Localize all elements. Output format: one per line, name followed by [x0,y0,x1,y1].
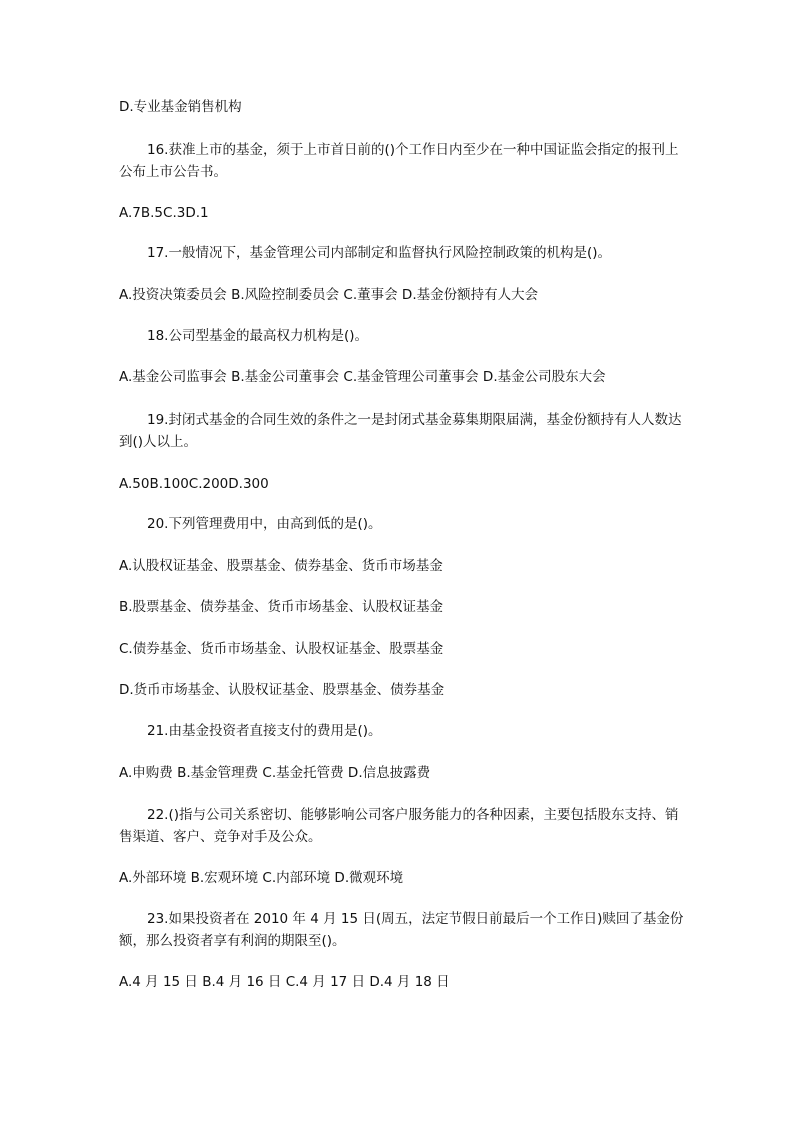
option-line: A.投资决策委员会 B.风险控制委员会 C.董事会 D.基金份额持有人大会 [119,287,539,303]
question-23: 23.如果投资者在 2010 年 4 月 15 日(周五，法定节假日前最后一个工作日)赎回了基金份额，那么投资者享有利润的期限至()。 [119,911,684,949]
option-line: B.股票基金、债券基金、货币市场基金、认股权证基金 [119,599,444,615]
option-line: D.货币市场基金、认股权证基金、股票基金、债券基金 [119,682,445,698]
question-17: 17.一般情况下，基金管理公司内部制定和监督执行风险控制政策的机构是()。 [147,245,612,261]
option-line: A.认股权证基金、股票基金、债券基金、货币市场基金 [119,558,443,574]
question-21: 21.由基金投资者直接支付的费用是()。 [147,723,382,739]
option-line: A.7B.5C.3D.1 [119,205,209,221]
question-22: 22.()指与公司关系密切、能够影响公司客户服务能力的各种因素，主要包括股东支持、销售渠道、客户、竞争对手及公众。 [119,807,679,845]
option-line: C.债券基金、货币市场基金、认股权证基金、股票基金 [119,641,444,657]
question-20: 20.下列管理费用中，由高到低的是()。 [147,516,382,532]
option-line: D.专业基金销售机构 [119,99,242,115]
option-line: A.外部环境 B.宏观环境 C.内部环境 D.微观环境 [119,870,404,886]
option-line: A.50B.100C.200D.300 [119,476,269,492]
option-line: A.基金公司监事会 B.基金公司董事会 C.基金管理公司董事会 D.基金公司股东大会 [119,369,606,385]
option-line: A.申购费 B.基金管理费 C.基金托管费 D.信息披露费 [119,765,431,781]
option-line: A.4 月 15 日 B.4 月 16 日 C.4 月 17 日 D.4 月 18 日 [119,974,450,990]
question-18: 18.公司型基金的最高权力机构是()。 [147,328,369,344]
question-16: 16.获准上市的基金，须于上市首日前的()个工作日内至少在一种中国证监会指定的报刊上公布上市公告书。 [119,142,679,180]
question-19: 19.封闭式基金的合同生效的条件之一是封闭式基金募集期限届满，基金份额持有人人数达到()人以上。 [119,412,682,450]
